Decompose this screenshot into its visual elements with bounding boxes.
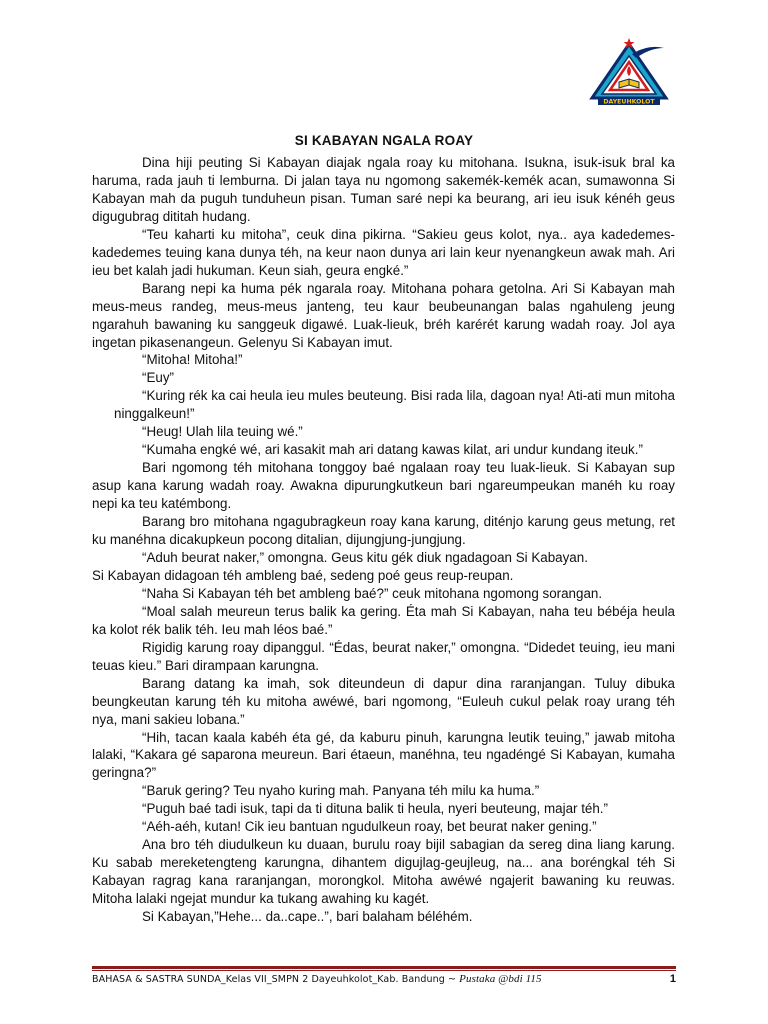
paragraph: Bari ngomong téh mitohana tonggoy baé ngalaan roay teu luak-lieuk. Si Kabayan sup asup kana karung wadah roay. Awakna dipurungkutkeun bari ngareumpeukan manéh ku roay nepi ka teu katémbong. (92, 460, 675, 512)
paragraph: Barang bro mitohana ngagubragkeun roay kana karung, diténjo karung geus metung, ret ku manéhna dicakupkeun pocong ditalian, dijungjung-jungjung. (92, 514, 675, 548)
paragraph: Barang nepi ka huma pék ngarala roay. Mitohana pohara getolna. Ari Si Kabayan mah meus-meus randeg, meus-meus janteng, teu kaur beubeunangan balas ngahuleng jeung ngarahuh bawaning ku sanggeuk digawé. Luak-lieuk, bréh karérét karung wadah roay. Jol aya ingetan pikasenangeun. Gelenyu Si Kabayan imut. (92, 280, 675, 350)
logo-text: DAYEUHKOLOT (603, 98, 655, 106)
paragraph: Si Kabayan didagoan téh ambleng baé, sedeng poé geus reup-reupan. (92, 567, 514, 583)
footer-divider (92, 966, 676, 969)
paragraph: Barang datang ka imah, sok diteundeun di dapur dina raranjangan. Tuluy dibuka beungkeutan karung téh ku mitoha awéwé, bari ngomong, “Euleuh cukul pelak roay urang téh nya, mani sakieu lobana.” (92, 675, 675, 727)
paragraph: “Naha Si Kabayan téh bet ambleng baé?” ceuk mitohana ngomong sorangan. (142, 585, 603, 601)
paragraph: “Hih, tacan kaala kabéh éta gé, da kaburu pinuh, karungna leutik teuing,” jawab mitoha lalaki, “Kakara gé saparona meureun. Bari étaeun, manéhna, teu ngadéngé Si Kabayan, kumaha geringna?” (92, 729, 675, 781)
paragraph: “Aéh-aéh, kutan! Cik ieu bantuan ngudulkeun roay, bet beurat naker gening.” (142, 819, 597, 835)
paragraph: Dina hiji peuting Si Kabayan diajak ngala roay ku mitohana. Isukna, isuk-isuk bral ka haruma, rada jauh ti lemburna. Di jalan taya nu ngomong sakemék-kemék acan, sumawonna Si Kabayan mah da puguh tunduheun pisan. Tuman saré nepi ka beurang, ari ieu isuk kénéh geus digugubrag dititah hudang. (92, 155, 675, 224)
paragraph: Si Kabayan,”Hehe... da..cape..”, bari balaham béléhém. (142, 909, 473, 925)
page-footer (92, 973, 676, 985)
paragraph: “Baruk gering? Teu nyaho kuring mah. Panyana téh milu ka huma.” (142, 783, 540, 799)
page-number: 1 (669, 973, 676, 985)
paragraph: “Mitoha! Mitoha!” (142, 352, 243, 368)
paragraph: Ana bro téh diudulkeun ku duaan, burulu roay bijil sabagian da sereg dina liang karung. Ku sabab mereketengteng karungna, dihantem digujlag-geujleug, na... ana boréngkal téh Si Kabayan ragrag kana raranjangan, morongkol. Mitoha awéwé ngajerit bawaning ku reuwas. Mitoha lalaki ngejat mundur ka tukang awahing ku kagét. (92, 837, 675, 907)
story-title: SI KABAYAN NGALA ROAY (294, 133, 474, 148)
story-body (92, 154, 675, 926)
paragraph: “Puguh baé tadi isuk, tapi da ti dituna balik ti heula, nyeri beuteung, majar téh.” (142, 801, 608, 817)
paragraph: “Kuring rék ka cai heula ieu mules beuteung. Bisi rada lila, dagoan nya! Ati-ati mun mitoha ninggalkeun!” (114, 388, 675, 422)
footer-text (92, 973, 542, 985)
footer-author: Pustaka @bdi 115 (459, 973, 542, 985)
paragraph: “Aduh beurat naker,” omongna. Geus kitu gék diuk ngadagoan Si Kabayan. (142, 549, 588, 565)
paragraph: “Euy” (142, 370, 174, 386)
paragraph: “Heug! Ulah lila teuing wé.” (142, 424, 303, 440)
paragraph: “Kumaha engké wé, ari kasakit mah ari datang kawas kilat, ari undur kundang iteuk.” (142, 442, 643, 458)
paragraph: “Moal salah meureun terus balik ka gering. Éta mah Si Kabayan, naha teu bébéja heula ka kolot rék balik téh. Ieu mah léos baé.” (92, 603, 675, 637)
paragraph: Rigidig karung roay dipanggul. “Édas, beurat naker,” omongna. “Didedet teuing, ieu mani teuas kieu.” Bari dirampaan karungna. (92, 639, 675, 673)
school-emblem-icon (588, 38, 670, 106)
school-logo (588, 38, 670, 106)
footer-divider-thin (92, 970, 676, 971)
paragraph: “Teu kaharti ku mitoha”, ceuk dina pikirna. “Sakieu geus kolot, nya.. aya kadedemes-kadedemes teuing kana dunya téh, na keur naon dunya ari lain keur nyenangkeun awak mah. Ari ieu bet kalah jadi hukuman. Keun siah, geura engké.” (92, 226, 675, 278)
footer-label: BAHASA & SASTRA SUNDA_Kelas VII_SMPN 2 Dayeuhkolot_Kab. Bandung ~ (92, 974, 460, 985)
